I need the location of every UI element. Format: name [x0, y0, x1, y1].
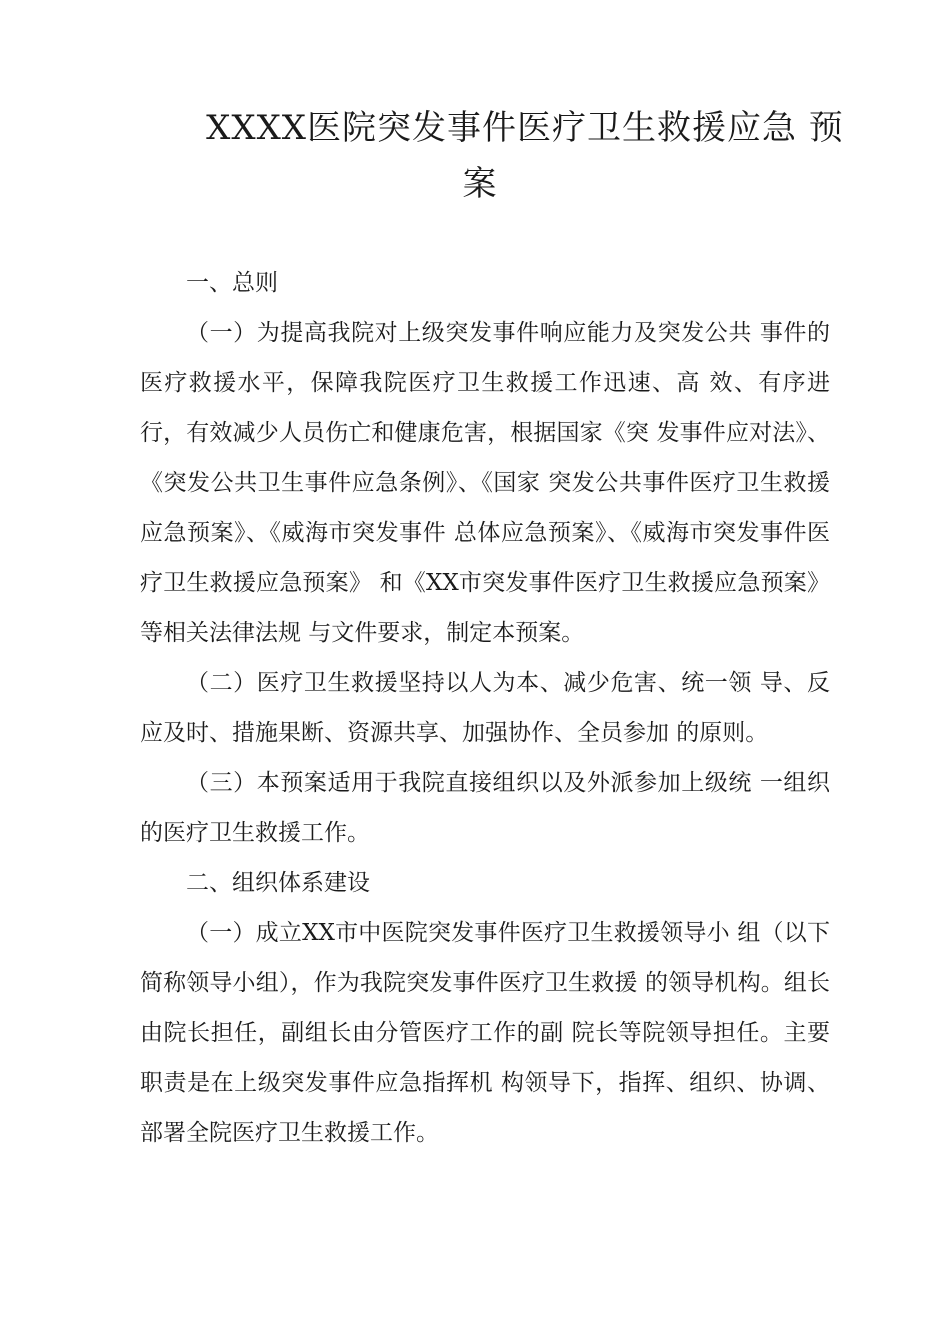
document-title-line1: XXXX医院突发事件医疗卫生救援应急 预	[206, 108, 844, 148]
section-heading-general: 一、总则	[186, 270, 278, 296]
section-heading-organization: 二、组织体系建设	[186, 870, 370, 896]
document-title	[0, 100, 950, 212]
document-title-line2: 案	[462, 164, 498, 204]
paragraph: （二）医疗卫生救援坚持以人为本、减少危害、统一领 导、反应及时、措施果断、资源共享、加强协作、全员参加 的原则。	[140, 670, 830, 746]
paragraph: （三）本预案适用于我院直接组织以及外派参加上级统 一组织的医疗卫生救援工作。	[140, 770, 830, 846]
paragraph: （一）成立XX市中医院突发事件医疗卫生救援领导小 组（以下简称领导小组），作为我院突发事件医疗卫生救援 的领导机构。组长由院长担任，副组长由分管医疗工作的副 院长等院领导担任。主要职责是在上级突发事件应急指挥机 构领导下，指挥、组织、协调、部署全院医疗卫生救援工作。	[140, 920, 830, 1146]
document-body	[140, 258, 830, 1158]
paragraph: （一）为提高我院对上级突发事件响应能力及突发公共 事件的医疗救援水平，保障我院医疗卫生救援工作迅速、高 效、有序进行，有效减少人员伤亡和健康危害，根据国家《突 发事件应对法》、《突发公共卫生事件应急条例》、《国家 突发公共事件医疗卫生救援应急预案》、《威海市突发事件 总体应急预案》、《威海市突发事件医疗卫生救援应急预案》 和《XX市突发事件医疗卫生救援应急预案》等相关法律法规 与文件要求，制定本预案。	[140, 320, 830, 646]
